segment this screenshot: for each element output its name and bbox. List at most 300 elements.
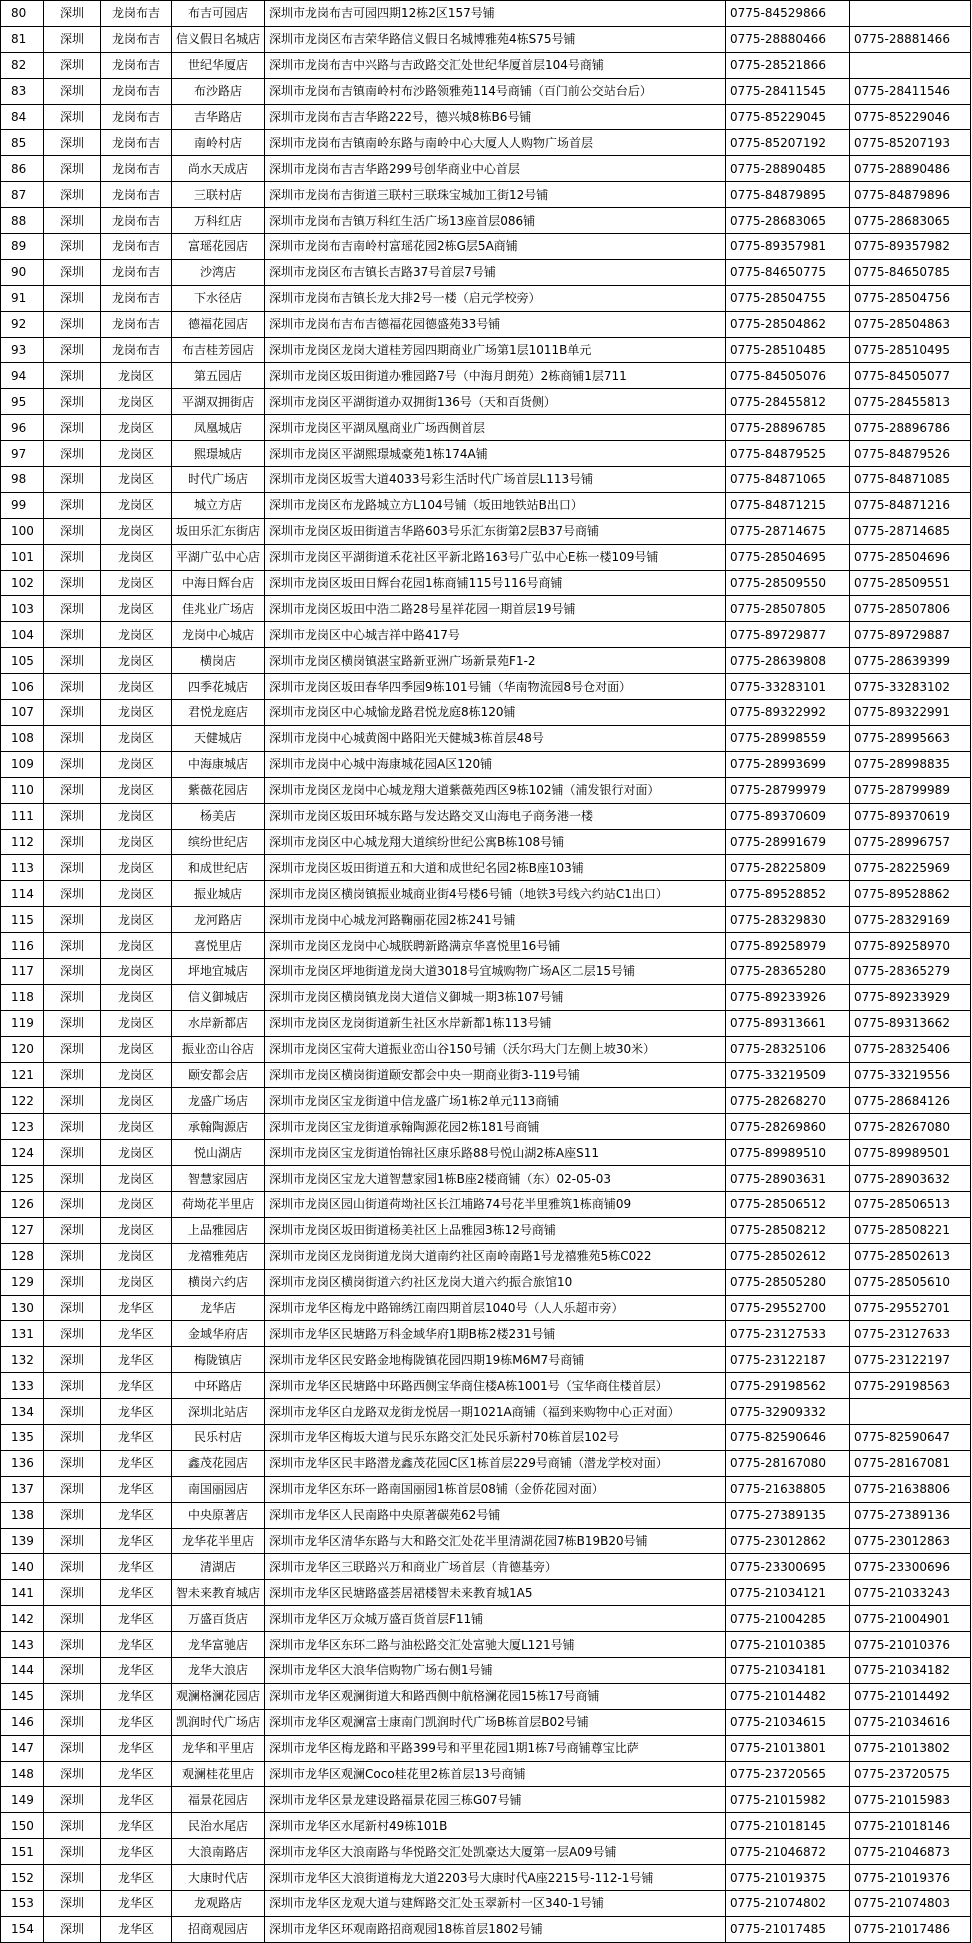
- row-number: 104: [1, 622, 44, 648]
- address-cell: 深圳市龙岗区平湖街道禾花社区平新北路163号广弘中心E栋一楼109号铺: [265, 544, 726, 570]
- city-cell: 深圳: [44, 208, 101, 234]
- row-number: 153: [1, 1891, 44, 1917]
- store-name-cell: 中环路店: [172, 1373, 265, 1399]
- fax-cell: 0775-28714685: [850, 518, 971, 544]
- row-number: 142: [1, 1606, 44, 1632]
- phone-cell: 0775-28268270: [726, 1088, 850, 1114]
- city-cell: 深圳: [44, 26, 101, 52]
- district-cell: 龙岗区: [101, 907, 172, 933]
- store-name-cell: 布沙路店: [172, 78, 265, 104]
- row-number: 145: [1, 1683, 44, 1709]
- store-name-cell: 清湖店: [172, 1554, 265, 1580]
- phone-cell: 0775-29198562: [726, 1373, 850, 1399]
- fax-cell: 0775-28506513: [850, 1191, 971, 1217]
- district-cell: 龙华区: [101, 1761, 172, 1787]
- address-cell: 深圳市龙岗布吉镇万科红生活广场13座首层086铺: [265, 208, 726, 234]
- district-cell: 龙岗布吉: [101, 1, 172, 27]
- table-row: [1, 1114, 971, 1140]
- address-cell: 深圳市龙岗区平湖街道办双拥街136号（天和百货侧）: [265, 389, 726, 415]
- city-cell: 深圳: [44, 1088, 101, 1114]
- row-number: 109: [1, 751, 44, 777]
- store-name-cell: 上品雅园店: [172, 1217, 265, 1243]
- phone-cell: 0775-21010385: [726, 1632, 850, 1658]
- row-number: 83: [1, 78, 44, 104]
- address-cell: 深圳市龙岗布吉镇南岭村布沙路领雅苑114号商铺（百门前公交站台后）: [265, 78, 726, 104]
- district-cell: 龙岗布吉: [101, 311, 172, 337]
- address-cell: 深圳市龙华区人民南路中央原著碳苑62号铺: [265, 1502, 726, 1528]
- address-cell: 深圳市龙岗区坂雪大道4033号彩生活时代广场首层L113号铺: [265, 467, 726, 493]
- store-name-cell: 荷坳花半里店: [172, 1191, 265, 1217]
- row-number: 81: [1, 26, 44, 52]
- fax-cell: 0775-28799989: [850, 777, 971, 803]
- table-row: [1, 1891, 971, 1917]
- fax-cell: 0775-28225969: [850, 855, 971, 881]
- row-number: 118: [1, 984, 44, 1010]
- phone-cell: 0775-33283101: [726, 674, 850, 700]
- row-number: 107: [1, 700, 44, 726]
- district-cell: 龙岗区: [101, 518, 172, 544]
- city-cell: 深圳: [44, 622, 101, 648]
- phone-cell: 0775-28896785: [726, 415, 850, 441]
- store-name-cell: 福景花园店: [172, 1787, 265, 1813]
- address-cell: 深圳市龙岗区宝龙大道智慧家园1栋B座2楼商铺（东）02-05-03: [265, 1166, 726, 1192]
- row-number: 123: [1, 1114, 44, 1140]
- row-number: 152: [1, 1865, 44, 1891]
- store-name-cell: 颐安都会店: [172, 1062, 265, 1088]
- fax-cell: 0775-28365279: [850, 958, 971, 984]
- store-name-cell: 三联村店: [172, 182, 265, 208]
- store-name-cell: 振业城店: [172, 881, 265, 907]
- city-cell: 深圳: [44, 958, 101, 984]
- district-cell: 龙岗区: [101, 622, 172, 648]
- address-cell: 深圳市龙岗区坂田环城东路与发达路交叉山海电子商务港一楼: [265, 803, 726, 829]
- city-cell: 深圳: [44, 1632, 101, 1658]
- fax-cell: [850, 1, 971, 27]
- district-cell: 龙岗区: [101, 674, 172, 700]
- table-row: [1, 1735, 971, 1761]
- table-row: [1, 1424, 971, 1450]
- table-row: [1, 234, 971, 260]
- row-number: 97: [1, 441, 44, 467]
- row-number: 103: [1, 596, 44, 622]
- row-number: 122: [1, 1088, 44, 1114]
- phone-cell: 0775-28225809: [726, 855, 850, 881]
- fax-cell: 0775-28995663: [850, 725, 971, 751]
- store-table-body: [1, 1, 971, 1943]
- fax-cell: 0775-21015983: [850, 1787, 971, 1813]
- address-cell: 深圳市龙岗布吉中兴路与吉政路交汇处世纪华厦首层104号商铺: [265, 52, 726, 78]
- address-cell: 深圳市龙岗区横岗街道六约社区龙岗大道六约振合旅馆10: [265, 1269, 726, 1295]
- phone-cell: 0775-84505076: [726, 363, 850, 389]
- store-name-cell: 平湖广弘中心店: [172, 544, 265, 570]
- address-cell: 深圳市龙华区东环二路与油松路交汇处富驰大厦L121号铺: [265, 1632, 726, 1658]
- city-cell: 深圳: [44, 1891, 101, 1917]
- address-cell: 深圳市龙岗区坂田春华四季园9栋101号铺（华南物流园8号仓对面）: [265, 674, 726, 700]
- address-cell: 深圳市龙岗区坪地街道龙岗大道3018号宜城购物广场A区二层15号铺: [265, 958, 726, 984]
- table-row: [1, 1243, 971, 1269]
- district-cell: 龙华区: [101, 1632, 172, 1658]
- row-number: 148: [1, 1761, 44, 1787]
- row-number: 127: [1, 1217, 44, 1243]
- city-cell: 深圳: [44, 1476, 101, 1502]
- city-cell: 深圳: [44, 700, 101, 726]
- row-number: 102: [1, 570, 44, 596]
- city-cell: 深圳: [44, 492, 101, 518]
- district-cell: 龙岗区: [101, 777, 172, 803]
- store-name-cell: 天健城店: [172, 725, 265, 751]
- store-name-cell: 信义御城店: [172, 984, 265, 1010]
- district-cell: 龙华区: [101, 1735, 172, 1761]
- address-cell: 深圳市龙岗布吉布吉德福花园德盛苑33号铺: [265, 311, 726, 337]
- address-cell: 深圳市龙岗区宝龙街道怡锦社区康乐路88号悦山湖2栋A座S11: [265, 1140, 726, 1166]
- city-cell: 深圳: [44, 1295, 101, 1321]
- address-cell: 深圳市龙岗区龙岗中心城龙翔大道紫薇苑西区9栋102铺（浦发银行对面）: [265, 777, 726, 803]
- city-cell: 深圳: [44, 311, 101, 337]
- district-cell: 龙岗布吉: [101, 156, 172, 182]
- fax-cell: 0775-21018146: [850, 1813, 971, 1839]
- table-row: [1, 518, 971, 544]
- phone-cell: 0775-28504862: [726, 311, 850, 337]
- phone-cell: 0775-21004285: [726, 1606, 850, 1632]
- city-cell: 深圳: [44, 1916, 101, 1942]
- address-cell: 深圳市龙华区梅龙路和平路399号和平里花园1期1栋7号商铺尊宝比萨: [265, 1735, 726, 1761]
- store-name-cell: 龙观路店: [172, 1891, 265, 1917]
- fax-cell: 0775-21004901: [850, 1606, 971, 1632]
- store-name-cell: 中央原著店: [172, 1502, 265, 1528]
- fax-cell: 0775-28890486: [850, 156, 971, 182]
- fax-cell: 0775-84879526: [850, 441, 971, 467]
- fax-cell: 0775-28881466: [850, 26, 971, 52]
- table-row: [1, 907, 971, 933]
- district-cell: 龙岗区: [101, 1191, 172, 1217]
- district-cell: 龙华区: [101, 1321, 172, 1347]
- phone-cell: 0775-28329830: [726, 907, 850, 933]
- fax-cell: 0775-28504756: [850, 285, 971, 311]
- row-number: 110: [1, 777, 44, 803]
- phone-cell: 0775-28504755: [726, 285, 850, 311]
- address-cell: 深圳市龙岗区横岗街道颐安都会中央一期商业街3-119号铺: [265, 1062, 726, 1088]
- fax-cell: 0775-28504863: [850, 311, 971, 337]
- city-cell: 深圳: [44, 881, 101, 907]
- city-cell: 深圳: [44, 777, 101, 803]
- phone-cell: 0775-28799979: [726, 777, 850, 803]
- district-cell: 龙华区: [101, 1839, 172, 1865]
- phone-cell: 0775-21034615: [726, 1709, 850, 1735]
- store-name-cell: 民乐村店: [172, 1424, 265, 1450]
- table-row: [1, 855, 971, 881]
- district-cell: 龙岗区: [101, 958, 172, 984]
- store-name-cell: 智慧家园店: [172, 1166, 265, 1192]
- district-cell: 龙岗区: [101, 1114, 172, 1140]
- phone-cell: 0775-89370609: [726, 803, 850, 829]
- row-number: 92: [1, 311, 44, 337]
- city-cell: 深圳: [44, 337, 101, 363]
- store-name-cell: 布吉桂芳园店: [172, 337, 265, 363]
- table-row: [1, 259, 971, 285]
- table-row: [1, 492, 971, 518]
- address-cell: 深圳市龙岗布吉可园四期12栋2区157号铺: [265, 1, 726, 27]
- fax-cell: 0775-28329169: [850, 907, 971, 933]
- address-cell: 深圳市龙岗布吉镇南岭东路与南岭中心大厦人人购物广场首层: [265, 130, 726, 156]
- phone-cell: 0775-84871215: [726, 492, 850, 518]
- fax-cell: 0775-21046873: [850, 1839, 971, 1865]
- phone-cell: 0775-82590646: [726, 1424, 850, 1450]
- store-name-cell: 凤凰城店: [172, 415, 265, 441]
- row-number: 108: [1, 725, 44, 751]
- fax-cell: 0775-21019376: [850, 1865, 971, 1891]
- fax-cell: 0775-33219556: [850, 1062, 971, 1088]
- city-cell: 深圳: [44, 1114, 101, 1140]
- city-cell: 深圳: [44, 78, 101, 104]
- address-cell: 深圳市龙岗中心城中海康城花园A区120铺: [265, 751, 726, 777]
- address-cell: 深圳市龙华区梅坂大道与民乐东路交汇处民乐新村70栋首层102号: [265, 1424, 726, 1450]
- city-cell: 深圳: [44, 259, 101, 285]
- store-name-cell: 世纪华厦店: [172, 52, 265, 78]
- store-name-cell: 和成世纪店: [172, 855, 265, 881]
- table-row: [1, 1761, 971, 1787]
- store-name-cell: 鑫茂花园店: [172, 1450, 265, 1476]
- address-cell: 深圳市龙华区大浪街道梅龙大道2203号大康时代A座2215号-112-1号铺: [265, 1865, 726, 1891]
- district-cell: 龙岗区: [101, 648, 172, 674]
- city-cell: 深圳: [44, 1217, 101, 1243]
- city-cell: 深圳: [44, 1554, 101, 1580]
- phone-cell: 0775-28521866: [726, 52, 850, 78]
- district-cell: 龙岗区: [101, 389, 172, 415]
- table-row: [1, 1, 971, 27]
- store-name-cell: 第五园店: [172, 363, 265, 389]
- address-cell: 深圳市龙华区东环一路南国丽园1栋首层08铺（金侨花园对面）: [265, 1476, 726, 1502]
- table-row: [1, 933, 971, 959]
- fax-cell: 0775-89357982: [850, 234, 971, 260]
- city-cell: 深圳: [44, 570, 101, 596]
- city-cell: 深圳: [44, 1761, 101, 1787]
- store-name-cell: 金域华府店: [172, 1321, 265, 1347]
- city-cell: 深圳: [44, 829, 101, 855]
- fax-cell: 0775-89233929: [850, 984, 971, 1010]
- city-cell: 深圳: [44, 674, 101, 700]
- city-cell: 深圳: [44, 1140, 101, 1166]
- table-row: [1, 26, 971, 52]
- row-number: 150: [1, 1813, 44, 1839]
- row-number: 151: [1, 1839, 44, 1865]
- phone-cell: 0775-84879895: [726, 182, 850, 208]
- city-cell: 深圳: [44, 1, 101, 27]
- phone-cell: 0775-89313661: [726, 1010, 850, 1036]
- address-cell: 深圳市龙岗布吉吉华路299号创华商业中心首层: [265, 156, 726, 182]
- fax-cell: 0775-28684126: [850, 1088, 971, 1114]
- address-cell: 深圳市龙华区观澜街道大和路西侧中航格澜花园15栋17号商铺: [265, 1683, 726, 1709]
- phone-cell: 0775-28269860: [726, 1114, 850, 1140]
- city-cell: 深圳: [44, 363, 101, 389]
- city-cell: 深圳: [44, 1683, 101, 1709]
- fax-cell: 0775-84871085: [850, 467, 971, 493]
- fax-cell: 0775-89370619: [850, 803, 971, 829]
- address-cell: 深圳市龙华区民塘路万科金域华府1期B栋2楼231号铺: [265, 1321, 726, 1347]
- city-cell: 深圳: [44, 1243, 101, 1269]
- city-cell: 深圳: [44, 1450, 101, 1476]
- fax-cell: 0775-89989501: [850, 1140, 971, 1166]
- store-name-cell: 龙河路店: [172, 907, 265, 933]
- store-name-cell: 中海日辉台店: [172, 570, 265, 596]
- address-cell: 深圳市龙华区大浪南路与华悦路交汇处凯豪达大厦第一层A09号铺: [265, 1839, 726, 1865]
- city-cell: 深圳: [44, 1062, 101, 1088]
- store-name-cell: 承翰陶源店: [172, 1114, 265, 1140]
- district-cell: 龙岗布吉: [101, 208, 172, 234]
- fax-cell: 0775-28325406: [850, 1036, 971, 1062]
- city-cell: 深圳: [44, 1010, 101, 1036]
- district-cell: 龙岗布吉: [101, 52, 172, 78]
- phone-cell: 0775-28506512: [726, 1191, 850, 1217]
- row-number: 149: [1, 1787, 44, 1813]
- fax-cell: 0775-21017486: [850, 1916, 971, 1942]
- fax-cell: 0775-28903632: [850, 1166, 971, 1192]
- row-number: 128: [1, 1243, 44, 1269]
- phone-cell: 0775-89357981: [726, 234, 850, 260]
- phone-cell: 0775-28714675: [726, 518, 850, 544]
- row-number: 119: [1, 1010, 44, 1036]
- table-row: [1, 104, 971, 130]
- table-row: [1, 130, 971, 156]
- row-number: 91: [1, 285, 44, 311]
- fax-cell: 0775-85229046: [850, 104, 971, 130]
- fax-cell: 0775-89258970: [850, 933, 971, 959]
- table-row: [1, 389, 971, 415]
- row-number: 99: [1, 492, 44, 518]
- fax-cell: 0775-28683065: [850, 208, 971, 234]
- store-name-cell: 大康时代店: [172, 1865, 265, 1891]
- table-row: [1, 1450, 971, 1476]
- phone-cell: 0775-84529866: [726, 1, 850, 27]
- city-cell: 深圳: [44, 1606, 101, 1632]
- table-row: [1, 1916, 971, 1942]
- fax-cell: 0775-33283102: [850, 674, 971, 700]
- row-number: 89: [1, 234, 44, 260]
- row-number: 126: [1, 1191, 44, 1217]
- city-cell: 深圳: [44, 933, 101, 959]
- city-cell: 深圳: [44, 1269, 101, 1295]
- table-row: [1, 285, 971, 311]
- fax-cell: 0775-21034182: [850, 1658, 971, 1684]
- district-cell: 龙岗区: [101, 1217, 172, 1243]
- row-number: 131: [1, 1321, 44, 1347]
- phone-cell: 0775-28167080: [726, 1450, 850, 1476]
- phone-cell: 0775-28880466: [726, 26, 850, 52]
- row-number: 124: [1, 1140, 44, 1166]
- phone-cell: 0775-89322992: [726, 700, 850, 726]
- table-row: [1, 1062, 971, 1088]
- fax-cell: 0775-21013802: [850, 1735, 971, 1761]
- phone-cell: 0775-28510485: [726, 337, 850, 363]
- table-row: [1, 570, 971, 596]
- table-row: [1, 1010, 971, 1036]
- store-name-cell: 梅陇镇店: [172, 1347, 265, 1373]
- city-cell: 深圳: [44, 1735, 101, 1761]
- fax-cell: 0775-23122197: [850, 1347, 971, 1373]
- address-cell: 深圳市龙华区三联路兴万和商业广场首层（肯德基旁）: [265, 1554, 726, 1580]
- fax-cell: 0775-84879896: [850, 182, 971, 208]
- address-cell: 深圳市龙岗区横岗镇龙岗大道信义御城一期3栋107号铺: [265, 984, 726, 1010]
- store-name-cell: 大浪南路店: [172, 1839, 265, 1865]
- city-cell: 深圳: [44, 1528, 101, 1554]
- address-cell: 深圳市龙岗区坂田日辉台花园1栋商铺115号116号商铺: [265, 570, 726, 596]
- store-name-cell: 尚水天成店: [172, 156, 265, 182]
- row-number: 95: [1, 389, 44, 415]
- fax-cell: 0775-28998835: [850, 751, 971, 777]
- city-cell: 深圳: [44, 104, 101, 130]
- table-row: [1, 751, 971, 777]
- store-name-cell: 时代广场店: [172, 467, 265, 493]
- city-cell: 深圳: [44, 1813, 101, 1839]
- city-cell: 深圳: [44, 467, 101, 493]
- fax-cell: 0775-89313662: [850, 1010, 971, 1036]
- city-cell: 深圳: [44, 1502, 101, 1528]
- phone-cell: 0775-28411545: [726, 78, 850, 104]
- fax-cell: 0775-28996757: [850, 829, 971, 855]
- district-cell: 龙岗区: [101, 803, 172, 829]
- store-name-cell: 富瑶花园店: [172, 234, 265, 260]
- table-row: [1, 1140, 971, 1166]
- phone-cell: 0775-28502612: [726, 1243, 850, 1269]
- address-cell: 深圳市龙岗区横岗镇湛宝路新亚洲广场新景苑F1-2: [265, 648, 726, 674]
- address-cell: 深圳市龙华区观澜Coco桂花里2栋首层13号商铺: [265, 1761, 726, 1787]
- phone-cell: 0775-28998559: [726, 725, 850, 751]
- store-name-cell: 龙华店: [172, 1295, 265, 1321]
- table-row: [1, 1528, 971, 1554]
- fax-cell: 0775-21014492: [850, 1683, 971, 1709]
- district-cell: 龙岗区: [101, 829, 172, 855]
- table-row: [1, 1217, 971, 1243]
- phone-cell: 0775-28507805: [726, 596, 850, 622]
- district-cell: 龙岗区: [101, 363, 172, 389]
- phone-cell: 0775-21015982: [726, 1787, 850, 1813]
- city-cell: 深圳: [44, 1321, 101, 1347]
- address-cell: 深圳市龙岗区中心城龙翔大道缤纷世纪公寓B栋108号铺: [265, 829, 726, 855]
- table-row: [1, 803, 971, 829]
- table-row: [1, 311, 971, 337]
- table-row: [1, 1476, 971, 1502]
- district-cell: 龙岗布吉: [101, 104, 172, 130]
- phone-cell: 0775-21018145: [726, 1813, 850, 1839]
- fax-cell: 0775-21033243: [850, 1580, 971, 1606]
- fax-cell: 0775-84505077: [850, 363, 971, 389]
- store-name-cell: 振业峦山谷店: [172, 1036, 265, 1062]
- address-cell: 深圳市龙华区水尾新村49栋101B: [265, 1813, 726, 1839]
- row-number: 113: [1, 855, 44, 881]
- phone-cell: 0775-28639808: [726, 648, 850, 674]
- address-cell: 深圳市龙岗区中心城愉龙路君悦龙庭8栋120铺: [265, 700, 726, 726]
- city-cell: 深圳: [44, 1166, 101, 1192]
- district-cell: 龙华区: [101, 1476, 172, 1502]
- fax-cell: 0775-28267080: [850, 1114, 971, 1140]
- row-number: 147: [1, 1735, 44, 1761]
- district-cell: 龙华区: [101, 1554, 172, 1580]
- district-cell: 龙岗区: [101, 1166, 172, 1192]
- phone-cell: 0775-21074802: [726, 1891, 850, 1917]
- district-cell: 龙华区: [101, 1916, 172, 1942]
- fax-cell: 0775-29198563: [850, 1373, 971, 1399]
- district-cell: 龙岗区: [101, 1062, 172, 1088]
- table-row: [1, 52, 971, 78]
- store-name-cell: 君悦龙庭店: [172, 700, 265, 726]
- address-cell: 深圳市龙岗区横岗镇振业城商业街4号楼6号铺（地铁3号线六约站C1出口）: [265, 881, 726, 907]
- district-cell: 龙岗布吉: [101, 26, 172, 52]
- table-row: [1, 1865, 971, 1891]
- address-cell: 深圳市龙岗中心城龙河路鞠丽花园2栋241号铺: [265, 907, 726, 933]
- address-cell: 深圳市龙华区大浪华信购物广场右侧1号铺: [265, 1658, 726, 1684]
- city-cell: 深圳: [44, 182, 101, 208]
- fax-cell: 0775-84650785: [850, 259, 971, 285]
- phone-cell: 0775-28509550: [726, 570, 850, 596]
